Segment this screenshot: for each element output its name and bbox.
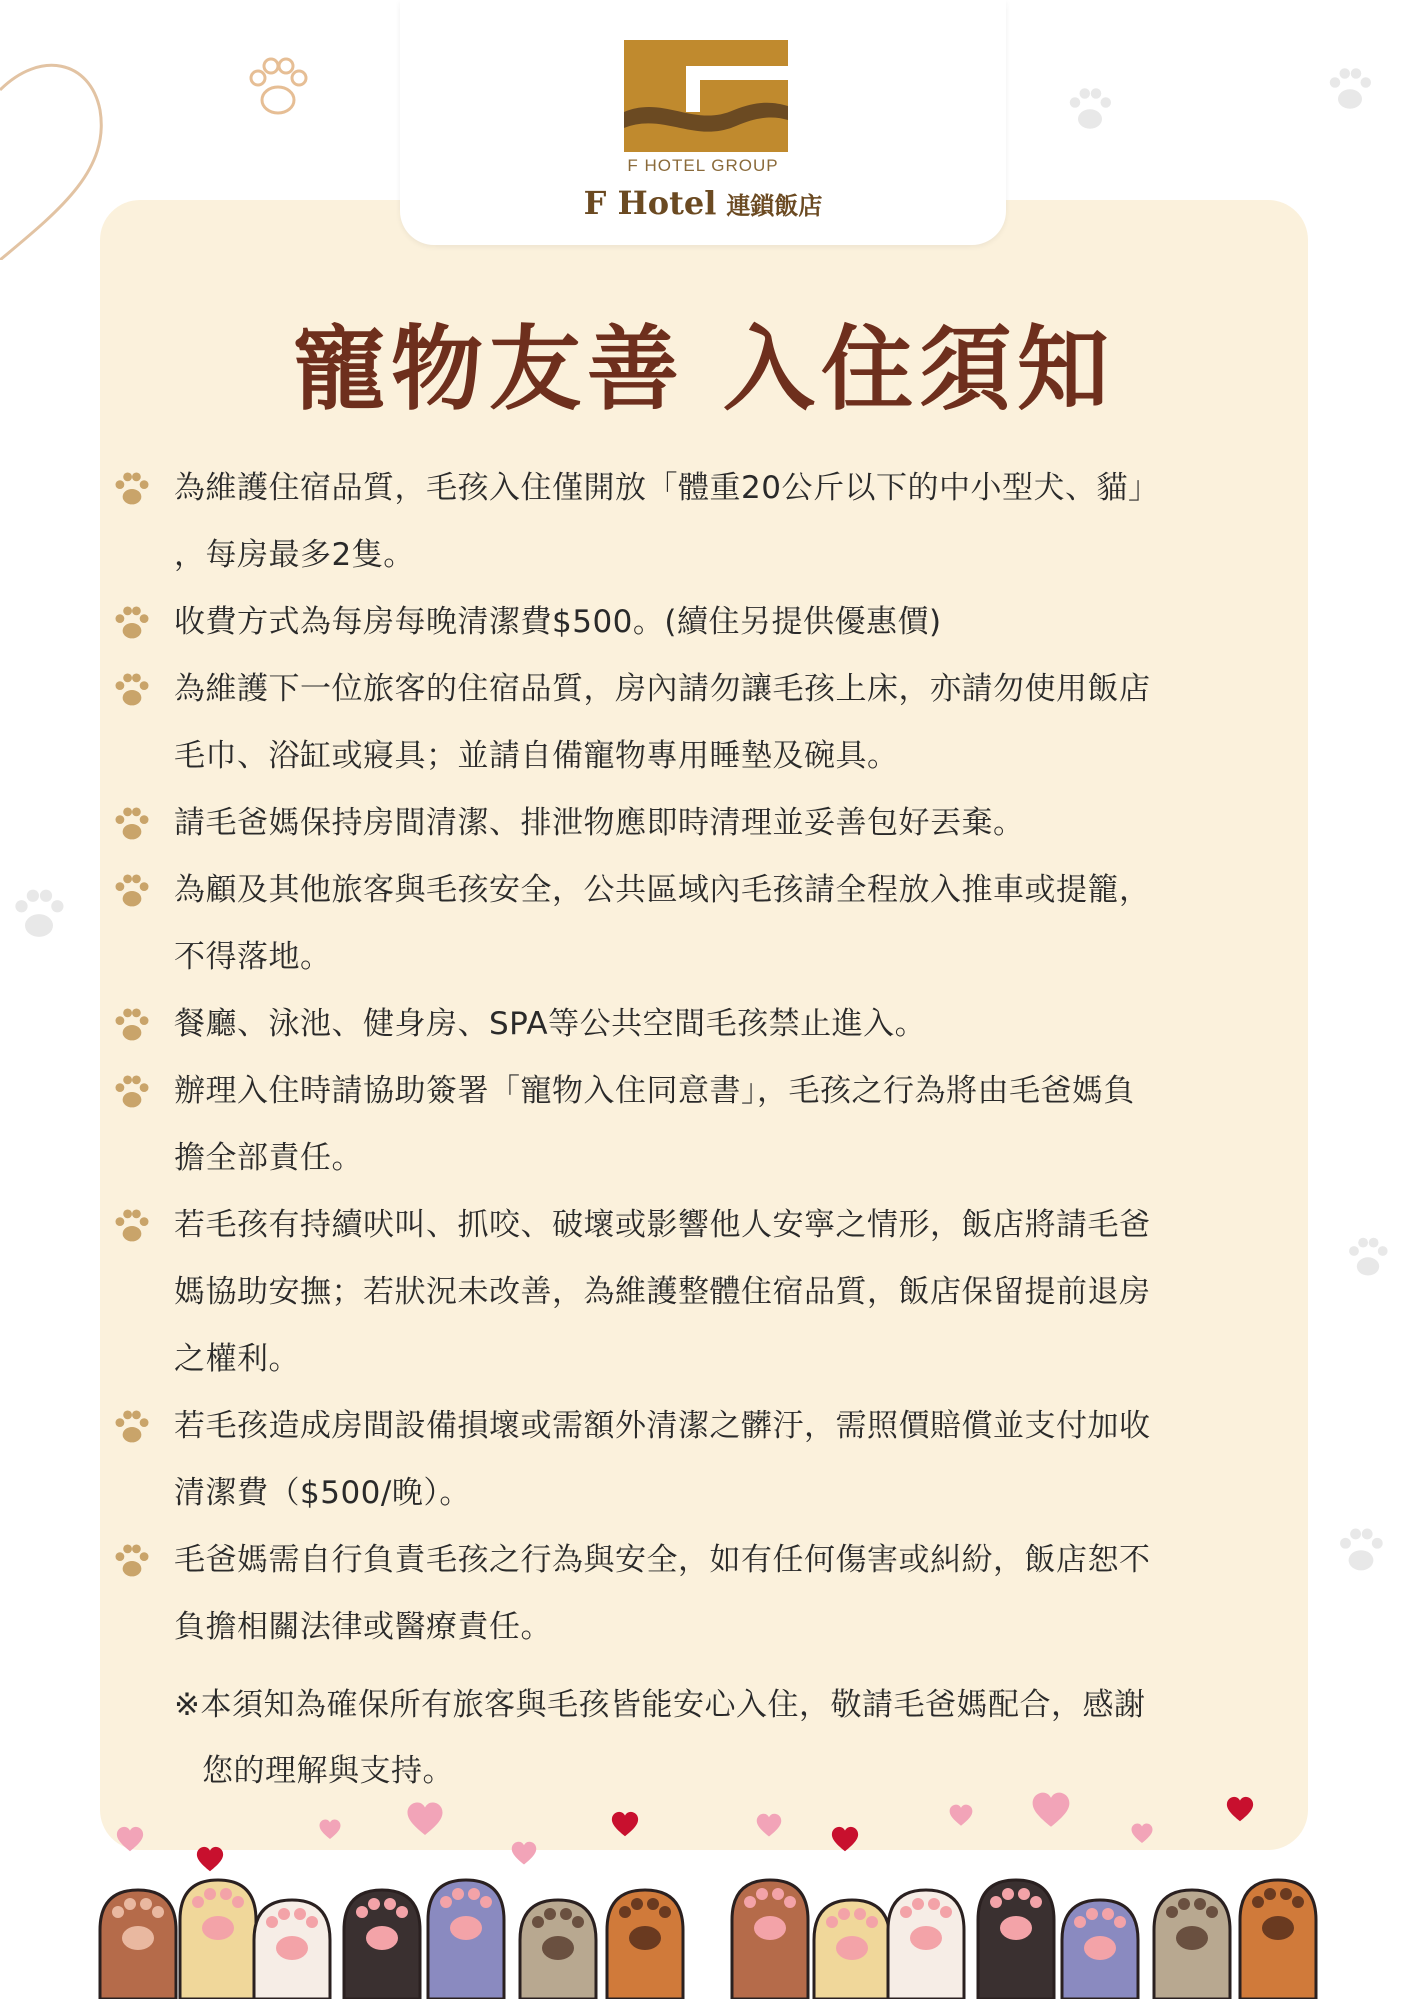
rule-text-line: 餐廳、泳池、健身房、SPA等公共空間毛孩禁止進入。 [174,1006,927,1042]
rule-item [110,1527,1290,1661]
background-paw-icon [1340,1230,1396,1286]
rule-text-line: 不得落地。 [174,939,332,975]
background-paw-icon [1320,60,1380,120]
rule-text-line: 負擔相關法律或醫療責任。 [174,1609,552,1645]
cat-paw-icon [814,1900,890,1999]
rule-item [110,991,1290,1058]
paw-print-icon [110,1204,154,1248]
closing-note [174,1672,1274,1804]
cat-paw-icon [607,1890,683,1999]
paw-print-icon [110,869,154,913]
rule-text-line: 為顧及其他旅客與毛孩安全，公共區域內毛孩請全程放入推車或提籠， [174,872,1151,908]
heart-icon [1130,1822,1154,1850]
background-paw-icon [4,880,74,950]
closing-note-line: 您的理解與支持。 [202,1753,454,1789]
brand-name: F Hotel [583,184,717,222]
rule-item [110,1058,1290,1192]
rule-text-line: 若毛孩有持續吠叫、抓咬、破壞或影響他人安寧之情形，飯店將請毛爸 [174,1207,1151,1243]
paw-print-icon [110,1405,154,1449]
paw-print-icon [110,601,154,645]
closing-note-line: ※本須知為確保所有旅客與毛孩皆能安心入住，敬請毛爸媽配合，感謝 [174,1687,1146,1723]
cat-paw-icon [520,1900,596,1999]
rule-item [110,1393,1290,1527]
rule-text-line: 清潔費（$500/晚）。 [174,1475,471,1511]
rule-text-line: 毛巾、浴缸或寢具；並請自備寵物專用睡墊及碗具。 [174,738,899,774]
background-paw-icon [1060,80,1120,140]
logo-group-name: F HOTEL GROUP [627,156,779,175]
heart-icon [318,1818,342,1846]
page-title: 寵物友善 入住須知 [292,316,1116,423]
cat-paw-icon [1062,1900,1138,1999]
rule-text-line: 辦理入住時請協助簽署「寵物入住同意書」，毛孩之行為將由毛爸媽負 [174,1073,1135,1109]
rule-text-line: ，每房最多2隻。 [174,537,415,573]
background-paw-icon [238,48,318,128]
rules-list [110,455,1290,1661]
rule-text-line: 為維護下一位旅客的住宿品質，房內請勿讓毛孩上床，亦請勿使用飯店 [174,671,1151,707]
heart-icon [115,1825,145,1859]
cat-paw-icon [732,1880,808,1999]
rule-text-line: 媽協助安撫；若狀況未改善，為維護整體住宿品質，飯店保留提前退房 [174,1274,1151,1310]
rule-text-line: 為維護住宿品質，毛孩入住僅開放「體重20公斤以下的中小型犬、貓」 [174,470,1160,506]
cat-paw-icon [100,1890,176,1999]
hotel-logo-icon [624,40,788,152]
cat-paw-icon [254,1900,330,1999]
rule-item [110,1192,1290,1393]
brand-chain: 連鎖飯店 [726,192,823,220]
rule-item [110,656,1290,790]
heart-icon [405,1800,445,1844]
rule-item [110,857,1290,991]
rule-text-line: 請毛爸媽保持房間清潔、排泄物應即時清理並妥善包好丟棄。 [174,805,1025,841]
paw-print-icon [110,1003,154,1047]
paw-print-icon [110,1070,154,1114]
cat-paw-icon [428,1880,504,1999]
heart-icon [1225,1795,1255,1829]
paw-print-icon [110,467,154,511]
logo-panel [400,0,1006,245]
heart-icon [948,1803,974,1833]
rule-text-line: 若毛孩造成房間設備損壞或需額外清潔之髒汙，需照價賠償並支付加收 [174,1408,1151,1444]
cat-paw-icon [344,1890,420,1999]
cat-paw-icon [1154,1890,1230,1999]
cat-paw-icon [1240,1880,1316,1999]
logo-brand-name [400,184,1006,222]
background-paw-icon [1330,1520,1392,1582]
rule-text-line: 擔全部責任。 [174,1140,363,1176]
cat-paw-icon [888,1890,964,1999]
cat-paws-row [0,1860,1414,1999]
rule-text-line: 收費方式為每房每晚清潔費$500。(續住另提供優惠價) [174,604,942,640]
paw-print-icon [110,1539,154,1583]
paw-print-icon [110,802,154,846]
heart-icon [755,1812,783,1844]
cat-paw-icon [978,1880,1054,1999]
rule-text-line: 之權利。 [174,1341,300,1377]
rule-item [110,455,1290,589]
rule-item [110,589,1290,656]
rule-text-line: 毛爸媽需自行負責毛孩之行為與安全，如有任何傷害或糾紛，飯店恕不 [174,1542,1151,1578]
heart-icon [830,1825,860,1859]
heart-icon [610,1810,640,1844]
heart-icon [1030,1790,1072,1836]
paw-print-icon [110,668,154,712]
rule-item [110,790,1290,857]
cat-paw-icon [180,1880,256,1999]
